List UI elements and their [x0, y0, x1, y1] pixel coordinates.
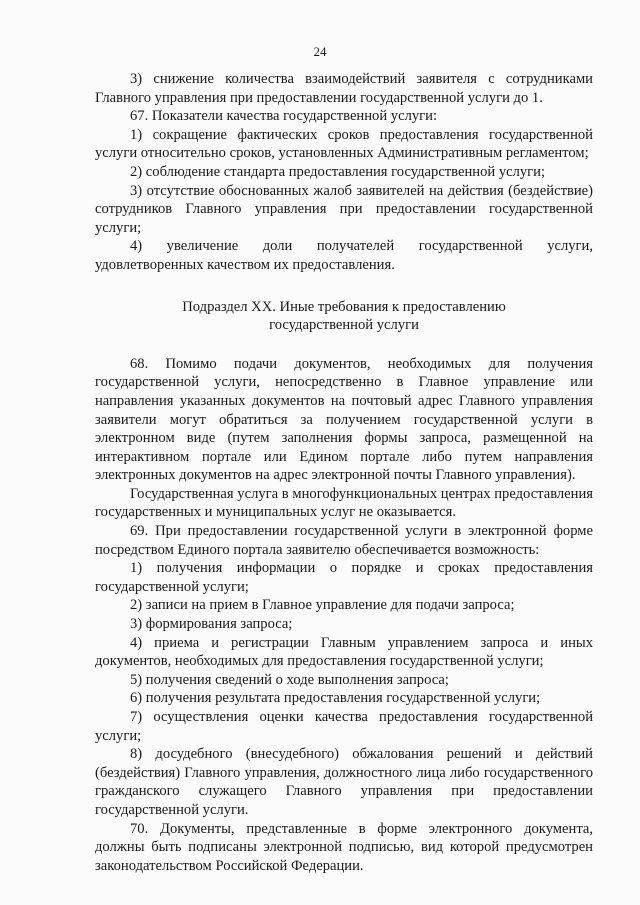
paragraph: 2) соблюдение стандарта предоставления государственной услуги;: [130, 163, 546, 180]
paragraph: Государственная услуга в многофункциональных центрах предоставления государственных и муниципальных услуг не оказывается.: [95, 485, 593, 521]
paragraph: 8) досудебного (внесудебного) обжалования решений и действий (бездействия) Главного управления, должностного лица либо государственного гражданского служащего Главного управления при предоставлении государственной услуги.: [95, 746, 593, 818]
document-body: [95, 70, 593, 875]
paragraph: 70. Документы, представленные в форме электронного документа, должны быть подписаны электронной подписью, вид которой предусмотрен законодательством Российской Федерации.: [95, 820, 593, 874]
paragraph: 4) увеличение доли получателей государственной услуги, удовлетворенных качеством их предоставления.: [95, 238, 593, 273]
paragraph: 6) получения результата предоставления государственной услуги;: [130, 690, 541, 707]
paragraph: 2) записи на прием в Главное управление для подачи запроса;: [130, 597, 515, 614]
paragraph: 3) отсутствие обоснованных жалоб заявителей на действия (бездействие) сотрудников Главного управления при предоставлении государственной услуги;: [95, 182, 593, 236]
page-number: 24: [313, 44, 327, 59]
paragraph: 1) получения информации о порядке и сроках предоставления государственной услуги;: [95, 560, 593, 595]
paragraph: 3) формирования запроса;: [130, 616, 293, 633]
paragraph: 68. Помимо подачи документов, необходимых для получения государственной услуги, непосредственно в Главное управление или направления указанных документов на почтовый адрес Главного управления заявители могут обратиться за получением государственной услуги в электронном виде (путем заполнения формы запроса, размещенной на интерактивном портале или Едином портале либо путем направления электронных документов на адрес электронной почты Главного управления).: [95, 355, 593, 484]
section-heading-line2: государственной услуги: [269, 317, 419, 334]
paragraph: 7) осуществления оценки качества предоставления государственной услуги;: [95, 709, 593, 744]
section-heading: [95, 298, 593, 335]
paragraph: 4) приема и регистрации Главным управлением запроса и иных документов, необходимых для предоставления государственной услуги;: [95, 634, 593, 670]
paragraph: 5) получения сведений о ходе выполнения запроса;: [130, 671, 449, 688]
paragraph: 69. При предоставлении государственной услуги в электронной форме посредством Единого портала заявителю обеспечивается возможность:: [95, 523, 593, 558]
paragraph: 1) сокращение фактических сроков предоставления государственной услуги относительно сроков, установленных Административным регламентом;: [95, 126, 593, 162]
paragraph: 3) снижение количества взаимодействий заявителя с сотрудниками Главного управления при предоставлении государственной услуги до 1.: [95, 71, 593, 106]
section-heading-line1: Подраздел XX. Иные требования к предоставлению: [182, 298, 506, 315]
paragraph: 67. Показатели качества государственной услуги:: [130, 108, 438, 125]
